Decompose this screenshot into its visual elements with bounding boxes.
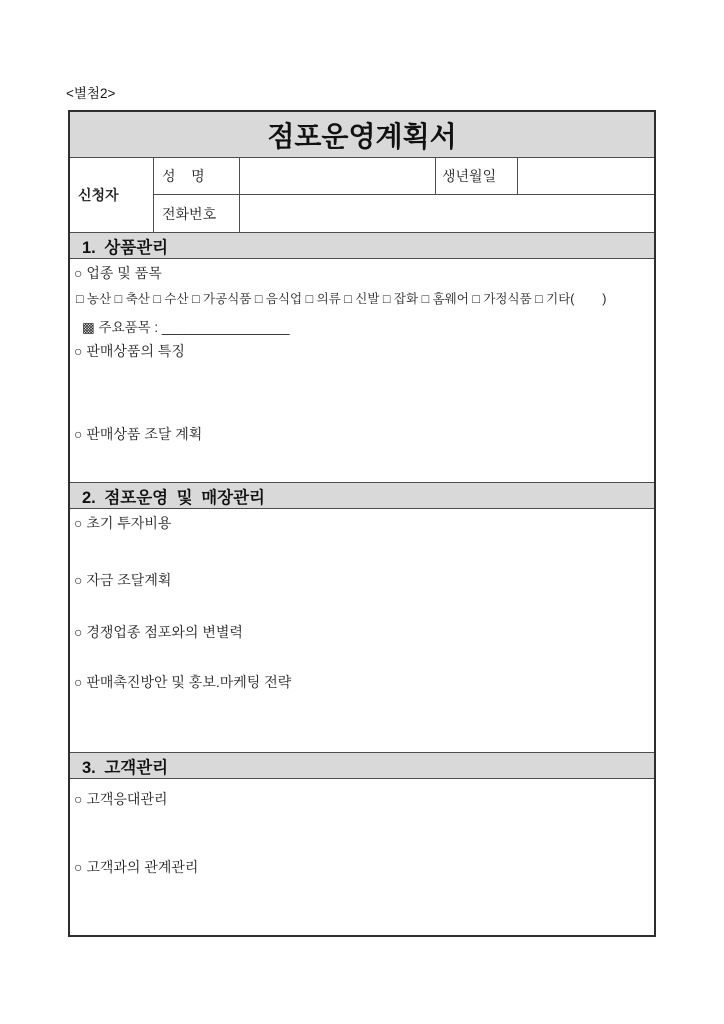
section-3-header: 3. 고객관리 — [70, 752, 654, 779]
birthdate-input-cell[interactable] — [518, 158, 654, 195]
name-label: 성 명 — [154, 158, 240, 195]
section-2-body — [70, 509, 654, 752]
item-procurement-plan: ○ 판매상품 조달 계획 — [74, 426, 203, 442]
applicant-label: 신청자 — [70, 158, 154, 232]
item-main-products-blank[interactable]: ▩ 주요품목 : _________________ — [82, 320, 290, 335]
attachment-label: <별첨2> — [66, 86, 116, 101]
form-title: 점포운영계획서 — [70, 112, 654, 158]
checkbox-option-food-service[interactable]: □ 음식업 — [254, 292, 303, 306]
checkbox-option-agricultural[interactable]: □ 농산 — [76, 292, 112, 306]
section-1-body — [70, 259, 654, 482]
applicant-table — [70, 158, 654, 232]
section-2-header: 2. 점포운영 및 매장관리 — [70, 482, 654, 509]
phone-input-cell[interactable] — [240, 195, 654, 232]
checkbox-option-clothing[interactable]: □ 의류 — [305, 292, 341, 306]
item-customer-relationship: ○ 고객과의 관계관리 — [74, 859, 199, 875]
checkbox-option-sundries[interactable]: □ 잡화 — [382, 292, 419, 306]
item-initial-investment: ○ 초기 투자비용 — [74, 515, 172, 531]
checkbox-option-processed-food[interactable]: □ 가공식품 — [192, 292, 252, 306]
checkbox-option-other[interactable]: □ 기타( ) — [535, 292, 607, 306]
store-operation-plan-form — [68, 110, 656, 937]
checkbox-option-livestock[interactable]: □ 축산 — [114, 292, 150, 306]
item-funding-plan: ○ 자금 조달계획 — [74, 572, 172, 588]
checkbox-line — [76, 289, 654, 307]
section-3-body — [70, 779, 654, 935]
name-input-cell[interactable] — [240, 158, 436, 195]
item-customer-service: ○ 고객응대관리 — [74, 791, 168, 807]
checkbox-option-shoes[interactable]: □ 신발 — [344, 292, 380, 306]
checkbox-option-fishery[interactable]: □ 수산 — [153, 292, 189, 306]
item-promotion-strategy: ○ 판매촉진방안 및 홍보.마케팅 전략 — [74, 674, 292, 690]
section-1-header: 1. 상품관리 — [70, 232, 654, 259]
checkbox-option-homeware[interactable]: □ 홈웨어 — [421, 292, 469, 306]
item-differentiation: ○ 경쟁업종 점포와의 변별력 — [74, 624, 243, 640]
checkbox-option-home-food[interactable]: □ 가정식품 — [472, 292, 532, 306]
item-product-features: ○ 판매상품의 특징 — [74, 343, 185, 359]
phone-label: 전화번호 — [154, 195, 240, 232]
item-business-type: ○ 업종 및 품목 — [74, 265, 162, 281]
birthdate-label: 생년월일 — [436, 158, 518, 195]
